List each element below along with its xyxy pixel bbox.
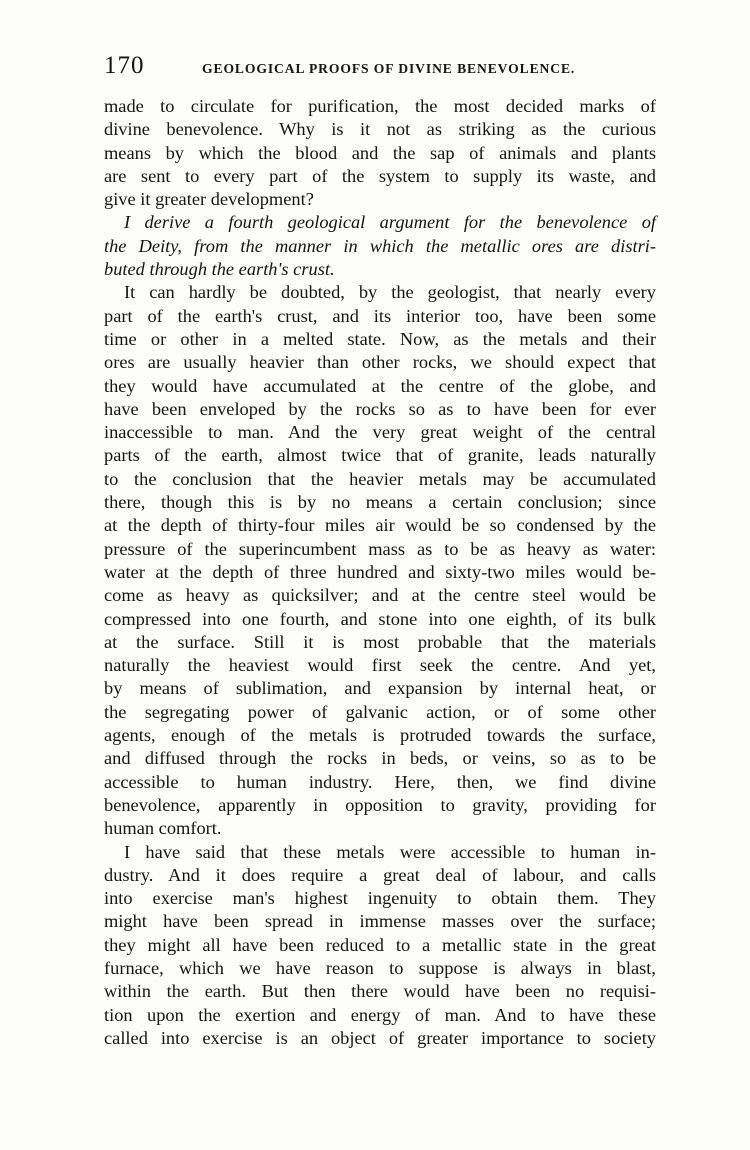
text-line: furnace, which we have reason to suppose is always in blast, (104, 957, 656, 978)
text-line: part of the earth's crust, and its interior too, have been some (104, 305, 656, 326)
text-line: water at the depth of three hundred and sixty-two miles would be- (104, 561, 656, 582)
running-head (104, 52, 656, 86)
text-line: made to circulate for purification, the most decided marks of (104, 96, 656, 116)
text-line: at the depth of thirty-four miles air would be so condensed by the (104, 515, 656, 536)
text-line: have been enveloped by the rocks so as to have been for ever (104, 398, 656, 419)
text-line: into exercise man's highest ingenuity to obtain them. They (104, 888, 656, 909)
text-line: they might all have been reduced to a metallic state in the great (104, 934, 656, 955)
text-line: by means of sublimation, and expansion by internal heat, or (104, 678, 656, 699)
text-line: divine benevolence. Why is it not as striking as the curious (104, 119, 656, 140)
text-line: give it greater development? (104, 189, 314, 210)
text-line: buted through the earth's crust. (104, 259, 335, 280)
text-line: there, though this is by no means a certain conclusion; since (104, 492, 656, 513)
text-line: parts of the earth, almost twice that of granite, leads naturally (104, 445, 656, 466)
text-line: might have been spread in immense masses over the surface; (104, 911, 656, 932)
text-line: It can hardly be doubted, by the geologist, that nearly every (124, 282, 656, 303)
text-line: dustry. And it does require a great deal of labour, and calls (104, 864, 656, 885)
text-line: within the earth. But then there would have been no requisi- (104, 981, 656, 1002)
text-line: accessible to human industry. Here, then, we find divine (104, 771, 656, 792)
text-line: and diffused through the rocks in beds, or veins, so as to be (104, 748, 656, 769)
running-title: GEOLOGICAL PROOFS OF DIVINE BENEVOLENCE. (202, 61, 576, 76)
text-line: tion upon the exertion and energy of man. And to have these (104, 1004, 656, 1025)
text-line: agents, enough of the metals is protruded towards the surface, (104, 725, 656, 746)
text-line: are sent to every part of the system to supply its waste, and (104, 165, 656, 186)
text-line: time or other in a melted state. Now, as the metals and their (104, 328, 656, 349)
body-text (104, 95, 656, 1050)
text-line: human comfort. (104, 818, 222, 839)
text-line: the Deity, from the manner in which the metallic ores are distri- (104, 235, 656, 256)
text-line: ores are usually heavier than other rocks, we should expect that (104, 352, 656, 373)
text-line: come as heavy as quicksilver; and at the centre steel would be (104, 585, 656, 606)
text-line: to the conclusion that the heavier metals may be accumulated (104, 468, 656, 489)
text-line: the segregating power of galvanic action, or of some other (104, 701, 656, 722)
text-line: pressure of the superincumbent mass as to be as heavy as water: (104, 538, 656, 559)
text-line: called into exercise is an object of greater importance to society (104, 1027, 656, 1048)
text-line: I have said that these metals were accessible to human in- (124, 841, 656, 862)
text-line: inaccessible to man. And the very great weight of the central (104, 422, 656, 443)
text-line: at the surface. Still it is most probable that the materials (104, 631, 656, 652)
text-line: compressed into one fourth, and stone into one eighth, of its bulk (104, 608, 656, 629)
text-line: benevolence, apparently in opposition to gravity, providing for (104, 794, 656, 815)
page-number: 170 (104, 52, 145, 79)
text-line: means by which the blood and the sap of animals and plants (104, 142, 656, 163)
text-line: I derive a fourth geological argument for the benevolence of (124, 212, 656, 233)
text-line: naturally the heaviest would first seek the centre. And yet, (104, 655, 656, 676)
text-line: they would have accumulated at the centre of the globe, and (104, 375, 656, 396)
